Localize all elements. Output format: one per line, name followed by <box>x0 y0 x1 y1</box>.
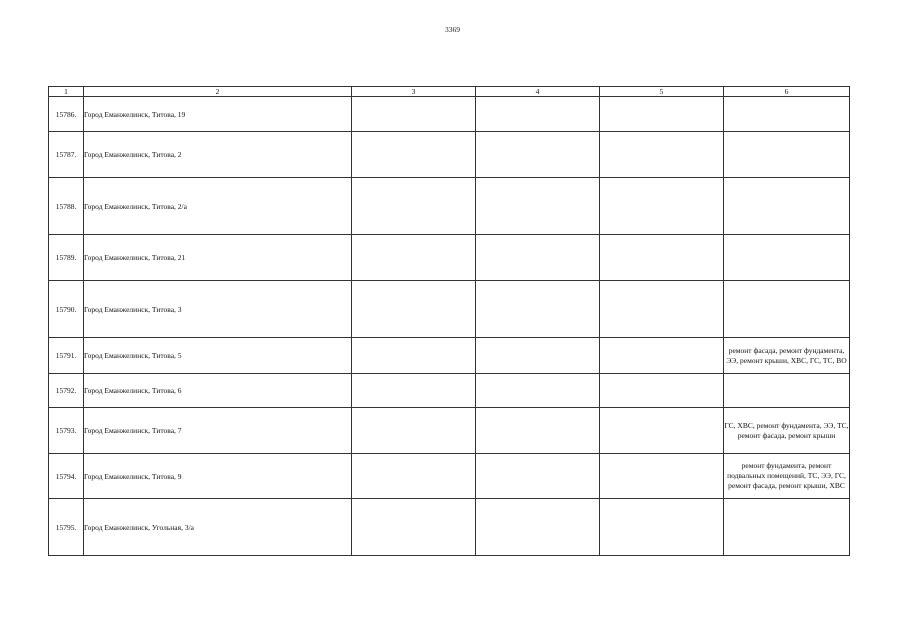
row-col5 <box>600 132 724 178</box>
row-col5 <box>600 178 724 235</box>
row-works <box>724 281 850 338</box>
table-row <box>49 235 850 281</box>
row-col3 <box>352 374 476 408</box>
row-col3 <box>352 499 476 556</box>
row-number: 15792. <box>49 374 84 408</box>
row-works <box>724 374 850 408</box>
row-number: 15786. <box>49 97 84 132</box>
row-col5 <box>600 281 724 338</box>
row-col4 <box>476 281 600 338</box>
row-col4 <box>476 235 600 281</box>
column-header-2: 2 <box>84 87 352 97</box>
row-col5 <box>600 235 724 281</box>
row-col4 <box>476 132 600 178</box>
row-works <box>724 97 850 132</box>
row-number: 15790. <box>49 281 84 338</box>
row-col4 <box>476 338 600 374</box>
table-row <box>49 374 850 408</box>
header-row <box>49 87 850 97</box>
row-col4 <box>476 178 600 235</box>
row-col3 <box>352 132 476 178</box>
register-table <box>48 86 850 556</box>
page-number: 3369 <box>445 25 460 34</box>
row-address: Город Еманжелинск, Титова, 2/а <box>84 178 352 235</box>
row-col3 <box>352 408 476 454</box>
row-col5 <box>600 374 724 408</box>
row-address: Город Еманжелинск, Титова, 6 <box>84 374 352 408</box>
row-number: 15794. <box>49 454 84 499</box>
column-header-5: 5 <box>600 87 724 97</box>
column-header-3: 3 <box>352 87 476 97</box>
table-row <box>49 499 850 556</box>
row-number: 15789. <box>49 235 84 281</box>
row-col3 <box>352 178 476 235</box>
row-col5 <box>600 338 724 374</box>
row-address: Город Еманжелинск, Титова, 7 <box>84 408 352 454</box>
row-col4 <box>476 97 600 132</box>
row-number: 15787. <box>49 132 84 178</box>
row-works <box>724 178 850 235</box>
table-row <box>49 132 850 178</box>
row-address: Город Еманжелинск, Титова, 19 <box>84 97 352 132</box>
row-address: Город Еманжелинск, Титова, 2 <box>84 132 352 178</box>
row-col4 <box>476 374 600 408</box>
row-works: ремонт фундамента, ремонт подвальных помещений, ТС, ЭЭ, ГС, ремонт фасада, ремонт крыши, ХВС <box>724 454 850 499</box>
row-number: 15791. <box>49 338 84 374</box>
row-number: 15788. <box>49 178 84 235</box>
row-works <box>724 235 850 281</box>
row-col5 <box>600 97 724 132</box>
row-col5 <box>600 454 724 499</box>
column-header-1: 1 <box>49 87 84 97</box>
row-col3 <box>352 338 476 374</box>
table-row <box>49 178 850 235</box>
row-col4 <box>476 408 600 454</box>
row-address: Город Еманжелинск, Титова, 9 <box>84 454 352 499</box>
row-address: Город Еманжелинск, Угольная, 3/а <box>84 499 352 556</box>
row-address: Город Еманжелинск, Титова, 5 <box>84 338 352 374</box>
table-row <box>49 97 850 132</box>
row-works: ГС, ХВС, ремонт фундамента, ЭЭ, ТС, ремонт фасада, ремонт крыши <box>724 408 850 454</box>
row-col3 <box>352 97 476 132</box>
row-col4 <box>476 499 600 556</box>
table-row <box>49 408 850 454</box>
row-number: 15795. <box>49 499 84 556</box>
column-header-4: 4 <box>476 87 600 97</box>
row-works <box>724 132 850 178</box>
row-col3 <box>352 281 476 338</box>
row-col3 <box>352 454 476 499</box>
table-row <box>49 338 850 374</box>
row-col3 <box>352 235 476 281</box>
row-address: Город Еманжелинск, Титова, 21 <box>84 235 352 281</box>
row-col4 <box>476 454 600 499</box>
table-row <box>49 281 850 338</box>
row-address: Город Еманжелинск, Титова, 3 <box>84 281 352 338</box>
row-number: 15793. <box>49 408 84 454</box>
table-row <box>49 454 850 499</box>
row-col5 <box>600 408 724 454</box>
row-works <box>724 499 850 556</box>
column-header-6: 6 <box>724 87 850 97</box>
row-col5 <box>600 499 724 556</box>
row-works: ремонт фасада, ремонт фундамента, ЭЭ, ремонт крыши, ХВС, ГС, ТС, ВО <box>724 338 850 374</box>
